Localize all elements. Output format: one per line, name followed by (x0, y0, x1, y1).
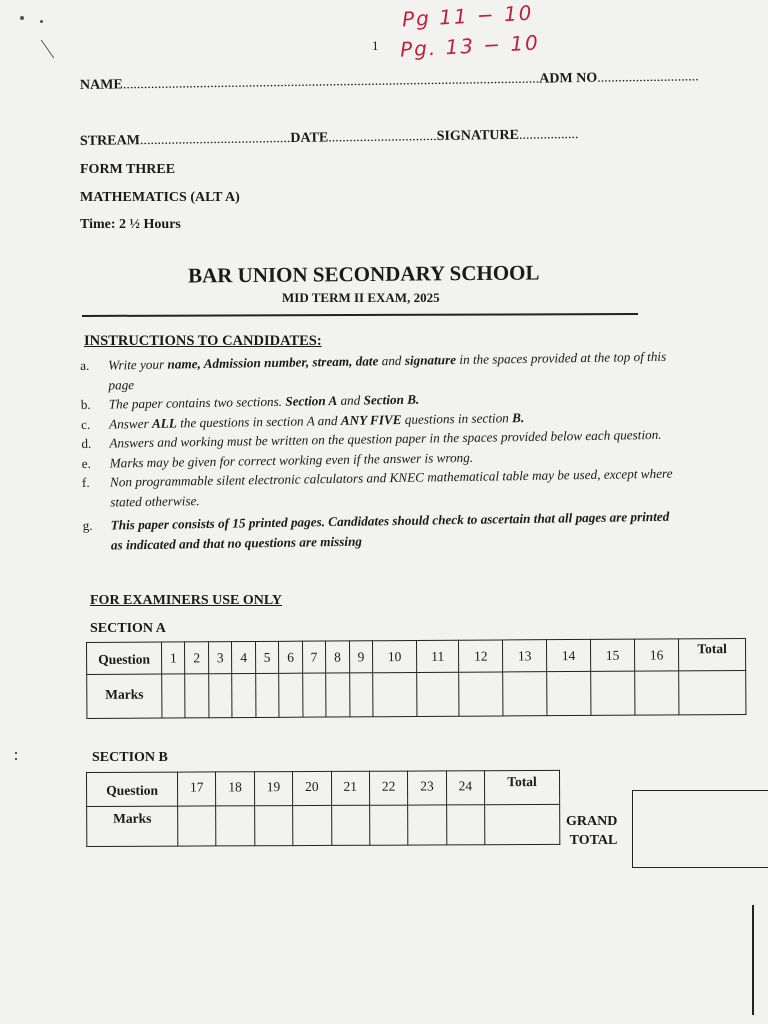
marks-cell[interactable] (547, 671, 591, 715)
section-a-label: SECTION A (90, 621, 166, 636)
question-number: 5 (255, 641, 279, 673)
marks-cell[interactable] (370, 805, 409, 845)
marks-cell[interactable] (446, 805, 485, 845)
question-number: 19 (254, 772, 293, 806)
instruction-item: d. Answers and working must be written on the question paper in the spaces provided below each question. (81, 426, 662, 451)
question-row (87, 638, 746, 674)
question-number: 3 (208, 642, 232, 674)
marks-cell[interactable] (635, 671, 679, 715)
examiners-heading: FOR EXAMINERS USE ONLY (90, 593, 283, 608)
question-number: 4 (232, 641, 256, 673)
marks-cell[interactable] (162, 674, 186, 718)
question-number: 20 (293, 771, 332, 805)
grand-total-box[interactable] (632, 790, 768, 868)
subject-label: MATHEMATICS (ALT A) (80, 190, 240, 205)
marks-header: Marks (87, 674, 162, 718)
marks-cell[interactable] (209, 674, 233, 718)
marks-cell[interactable] (279, 673, 303, 717)
section-b-label: SECTION B (92, 750, 168, 765)
exam-title: MID TERM II EXAM, 2025 (282, 290, 440, 305)
stream-label: STREAM (79, 133, 140, 149)
signature-label: SIGNATURE (436, 127, 520, 145)
instruction-item: g. This paper consists of 15 printed pages. Candidates should check to ascertain that all pages are printed as indicated and that no questions are missing (82, 508, 670, 553)
question-number: 18 (216, 772, 255, 806)
question-number: 12 (459, 640, 503, 672)
question-number: 2 (185, 642, 209, 674)
marks-cell[interactable] (349, 673, 373, 717)
marks-cell[interactable] (459, 672, 503, 716)
section-b-table (86, 770, 560, 847)
divider (82, 313, 638, 317)
instruction-item: c. Answer ALL the questions in section A and ANY FIVE questions in section B. (80, 409, 525, 432)
marks-cell[interactable] (232, 673, 256, 717)
marks-cell[interactable] (591, 671, 635, 715)
question-number: 22 (369, 771, 408, 805)
question-number: 24 (446, 771, 485, 805)
question-number: 17 (178, 772, 217, 806)
instruction-item: b. The paper contains two sections. Section A and Section B. (80, 391, 420, 412)
school-name: BAR UNION SECONDARY SCHOOL (187, 260, 540, 288)
question-number: 6 (279, 641, 303, 673)
date-label: DATE (290, 130, 329, 147)
stray-mark (15, 758, 17, 760)
question-number: 23 (408, 771, 447, 805)
stray-mark (15, 752, 17, 754)
marks-row (87, 670, 746, 718)
instructions-heading: INSTRUCTIONS TO CANDIDATES: (84, 333, 322, 349)
stray-mark (20, 16, 24, 20)
instruction-item: f. Non programmable silent electronic calculators and KNEC mathematical table may be used, except where stated otherwise. (81, 465, 673, 510)
stray-mark (41, 40, 54, 59)
question-number: 7 (302, 641, 326, 673)
total-cell[interactable] (679, 670, 746, 714)
marks-cell[interactable] (185, 674, 209, 718)
marks-cell[interactable] (408, 805, 447, 845)
grand-total-label: GRAND TOTAL (566, 814, 618, 848)
marks-cell[interactable] (373, 672, 417, 716)
handwritten-note: Pg 11 − 10 (401, 0, 535, 32)
total-header: Total (484, 770, 559, 804)
stream-date-signature-fields[interactable]: STREAM...........................................DATE...............................SIGNATURE................. (79, 127, 579, 149)
page-edge-line (752, 905, 754, 1015)
total-header: Total (678, 638, 745, 670)
stray-mark (40, 20, 43, 23)
marks-cell[interactable] (302, 673, 326, 717)
question-number: 1 (162, 642, 186, 674)
instruction-item: e. Marks may be given for correct working even if the answer is wrong. (81, 449, 474, 471)
marks-cell[interactable] (256, 673, 280, 717)
marks-cell[interactable] (254, 806, 293, 846)
question-header: Question (87, 642, 162, 674)
question-number: 10 (373, 640, 417, 672)
question-number: 11 (416, 640, 459, 672)
marks-cell[interactable] (331, 805, 370, 845)
page-number: 1 (372, 38, 379, 53)
question-number: 14 (547, 639, 591, 671)
handwritten-note: Pg. 13 − 10 (399, 30, 541, 62)
time-label: Time: 2 ½ Hours (80, 217, 181, 232)
total-cell[interactable] (485, 804, 560, 844)
form-label: FORM THREE (80, 162, 176, 177)
section-a-table (86, 638, 746, 719)
instruction-item: a. Write your name, Admission number, stream, date and signature in the spaces provided at the top of this page (80, 348, 667, 393)
question-number: 21 (331, 771, 370, 805)
marks-cell[interactable] (216, 806, 255, 846)
question-number: 8 (326, 641, 350, 673)
question-number: 16 (634, 639, 678, 671)
question-number: 13 (503, 640, 547, 672)
question-number: 15 (591, 639, 635, 671)
marks-cell[interactable] (503, 672, 547, 716)
question-number: 9 (349, 641, 373, 673)
marks-cell[interactable] (417, 672, 460, 716)
question-header: Question (87, 772, 178, 806)
question-row (87, 770, 560, 806)
marks-header: Marks (87, 806, 178, 846)
name-label: NAME (79, 77, 123, 93)
marks-row (87, 804, 560, 846)
instructions-list (80, 347, 683, 555)
marks-cell[interactable] (293, 805, 332, 845)
marks-cell[interactable] (326, 673, 350, 717)
name-field[interactable]: NAME.......................................................................................................................ADM NO............................. (79, 69, 699, 93)
adm-no-label: ADM NO (539, 70, 598, 87)
marks-cell[interactable] (178, 806, 217, 846)
